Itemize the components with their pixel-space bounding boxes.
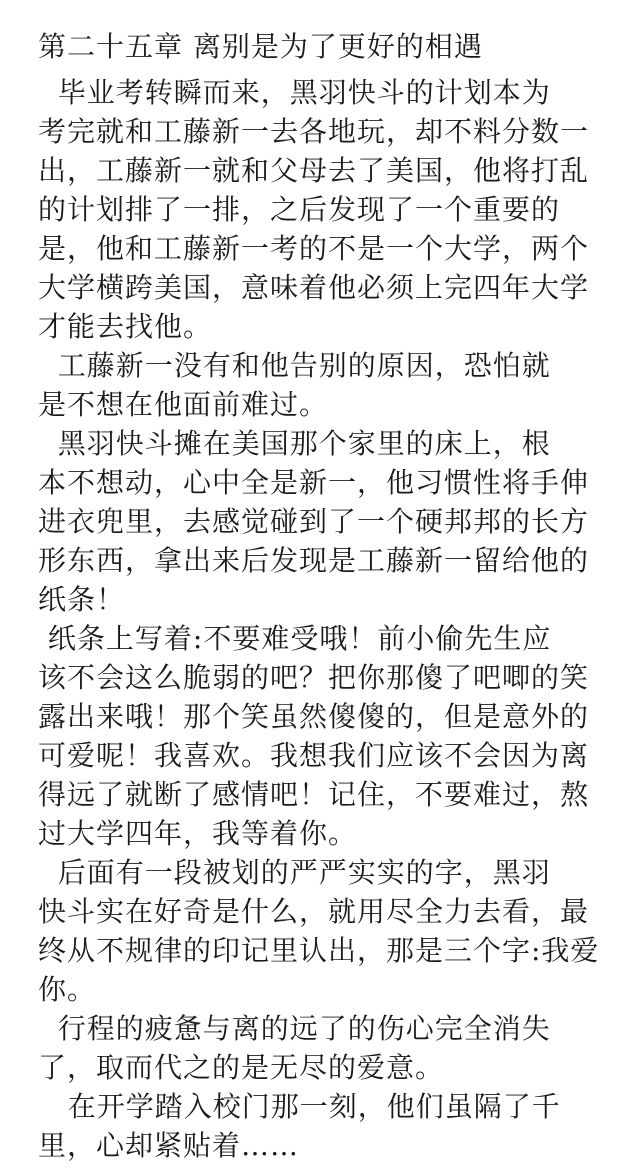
text-line: 可爱呢！我喜欢。我想我们应该不会因为离 [38,739,590,772]
text-line: 形东西，拿出来后发现是工藤新一留给他的 [38,544,590,577]
text-line: 你。 [38,973,97,1006]
text-line: 黑羽快斗摊在美国那个家里的床上，根 [38,427,551,460]
text-line: 纸条上写着:不要难受哦！前小偷先生应 [38,622,552,655]
text-line: 里，心却紧贴着…… [38,1129,300,1162]
text-line: 是，他和工藤新一考的不是一个大学，两个 [38,232,590,265]
text-line: 工藤新一没有和他告别的原因，恐怕就 [38,349,551,382]
text-line: 行程的疲惫与离的远了的伤心完全消失 [38,1012,551,1045]
text-line: 出，工藤新一就和父母去了美国，他将打乱 [38,154,590,187]
text-line: 快斗实在好奇是什么，就用尽全力去看，最 [38,895,590,928]
text-line: 的计划排了一排，之后发现了一个重要的 [38,193,561,226]
text-line: 后面有一段被划的严严实实的字，黑羽 [38,856,551,889]
text-line: 是不想在他面前难过。 [38,388,329,421]
text-line: 毕业考转瞬而来，黑羽快斗的计划本为 [38,76,551,109]
text-line: 得远了就断了感情吧！记住，不要难过，熬 [38,778,590,811]
text-line: 纸条！ [38,583,126,616]
chapter-title: 第二十五章 离别是为了更好的相遇 [38,30,483,63]
text-line: 在开学踏入校门那一刻，他们虽隔了千 [38,1090,561,1123]
text-line: 终从不规律的印记里认出，那是三个字:我爱 [38,934,600,967]
text-line: 考完就和工藤新一去各地玩，却不料分数一 [38,115,590,148]
text-line: 过大学四年，我等着你。 [38,817,358,850]
text-line: 进衣兜里，去感觉碰到了一个硬邦邦的长方 [38,505,590,538]
text-line: 露出来哦！那个笑虽然傻傻的，但是意外的 [38,700,590,733]
text-line: 大学横跨美国，意味着他必须上完四年大学 [38,271,590,304]
text-line: 才能去找他。 [38,310,213,343]
text-line: 了，取而代之的是无尽的爱意。 [38,1051,445,1084]
text-line: 本不想动，心中全是新一，他习惯性将手伸 [38,466,590,499]
text-line: 该不会这么脆弱的吧？把你那傻了吧唧的笑 [38,661,590,694]
